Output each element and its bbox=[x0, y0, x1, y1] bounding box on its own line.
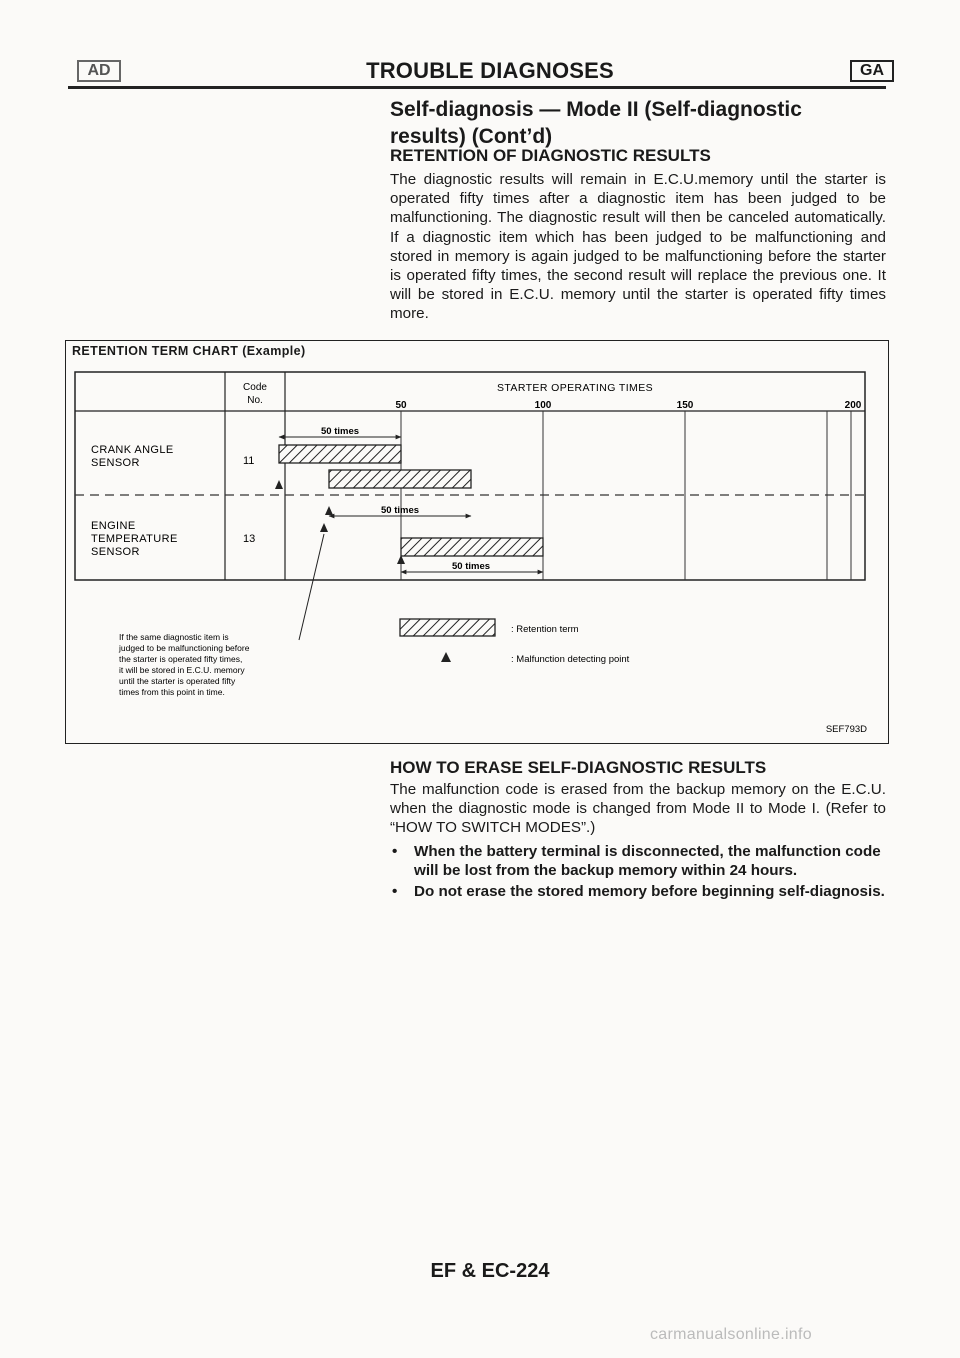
page-number: EF & EC-224 bbox=[430, 1260, 550, 1282]
section-title bbox=[390, 96, 890, 150]
row2-label-line-2: TEMPERATURE bbox=[91, 533, 178, 545]
row2-span-label: 50 times bbox=[451, 561, 491, 572]
erase-bullet-1 bbox=[390, 842, 890, 880]
row1-label-line-1: CRANK ANGLE bbox=[91, 444, 174, 456]
legend-retention-swatch bbox=[400, 619, 495, 636]
note-leader-line bbox=[299, 534, 324, 640]
header-rule bbox=[68, 86, 886, 89]
erase-bullet-2 bbox=[390, 882, 890, 901]
row1-span-label-1: 50 times bbox=[320, 426, 360, 437]
note-line-4: it will be stored in E.C.U. memory bbox=[119, 665, 245, 675]
erase-heading: HOW TO ERASE SELF-DIAGNOSTIC RESULTS bbox=[390, 758, 767, 777]
row1-malfunction-point-2 bbox=[325, 506, 333, 515]
erase-bullet-1-text: When the battery terminal is disconnected, the malfunction code will be lost from the backup memory within 24 hours. bbox=[414, 843, 881, 880]
row1-code: 11 bbox=[243, 455, 255, 467]
erase-paragraph: The malfunction code is erased from the backup memory on the E.C.U. when the diagnostic mode is changed from Mode II to Mode I. (Refer to “HOW TO SWITCH MODES”.) bbox=[390, 781, 886, 837]
row1-malfunction-point-1 bbox=[275, 480, 283, 489]
row1-retention-bar-2 bbox=[329, 470, 471, 488]
page-header-title: TROUBLE DIAGNOSES bbox=[366, 58, 614, 83]
time-tick-label: 150 bbox=[676, 400, 694, 411]
code-header-line-2: No. bbox=[247, 395, 263, 406]
bullet-dot-icon: • bbox=[392, 843, 398, 860]
starter-header: STARTER OPERATING TIMES bbox=[496, 382, 654, 394]
retention-term-chart bbox=[65, 340, 889, 744]
time-tick-label: 200 bbox=[844, 400, 862, 411]
row2-retention-bar bbox=[401, 538, 543, 556]
row1-retention-bar-1 bbox=[279, 445, 401, 463]
note-line-5: until the starter is operated fifty bbox=[119, 676, 236, 686]
chart-title: RETENTION TERM CHART (Example) bbox=[72, 344, 306, 358]
header-right-tag: GA bbox=[850, 60, 894, 82]
figure-code: SEF793D bbox=[825, 724, 867, 735]
time-tick-label: 50 bbox=[395, 400, 407, 411]
legend-malfunction-label: : Malfunction detecting point bbox=[511, 654, 630, 665]
legend-retention-label: : Retention term bbox=[511, 624, 579, 635]
note-line-6: times from this point in time. bbox=[119, 687, 225, 697]
row2-malfunction-point-1 bbox=[320, 523, 328, 532]
bullet-dot-icon: • bbox=[392, 883, 398, 901]
erase-bullet-2-text: Do not erase the stored memory before beginning self-diagnosis. bbox=[414, 883, 885, 901]
row1-label-line-2: SENSOR bbox=[91, 457, 140, 469]
row2-label-line-3: SENSOR bbox=[91, 546, 140, 558]
section-title-line-2: results) (Cont’d) bbox=[390, 125, 553, 148]
time-tick-label: 100 bbox=[534, 400, 552, 411]
row2-label-line-1: ENGINE bbox=[91, 520, 136, 532]
chart-note bbox=[118, 632, 250, 697]
watermark: carmanualsonline.info bbox=[650, 1326, 812, 1343]
note-line-3: the starter is operated fifty times, bbox=[119, 654, 243, 664]
row1-span-label-2: 50 times bbox=[380, 505, 420, 516]
retention-heading: RETENTION OF DIAGNOSTIC RESULTS bbox=[390, 146, 711, 165]
section-title-line-1: Self-diagnosis — Mode II (Self-diagnostic bbox=[390, 98, 802, 121]
time-tick-labels bbox=[395, 400, 861, 411]
code-header-line-1: Code bbox=[243, 382, 267, 393]
note-line-2: judged to be malfunctioning before bbox=[119, 643, 250, 653]
row2-code: 13 bbox=[243, 533, 256, 545]
legend-malfunction-marker bbox=[441, 652, 451, 662]
header-left-tag: AD bbox=[77, 60, 121, 82]
note-line-1: If the same diagnostic item is bbox=[119, 632, 229, 642]
retention-paragraph: The diagnostic results will remain in E.C.U.memory until the starter is operated fifty times after a diagnostic item has been judged to be malfunctioning. The diagnostic result will then be canceled automatically. If a diagnostic item which has been judged to be malfunctioning and stored in memory is again judged to be malfunctioning before the starter is operated fifty times, the second result will replace the previous one. It will be stored in E.C.U. memory until the starter is operated fifty times more. bbox=[390, 171, 886, 323]
erase-bullet-list bbox=[390, 842, 890, 904]
